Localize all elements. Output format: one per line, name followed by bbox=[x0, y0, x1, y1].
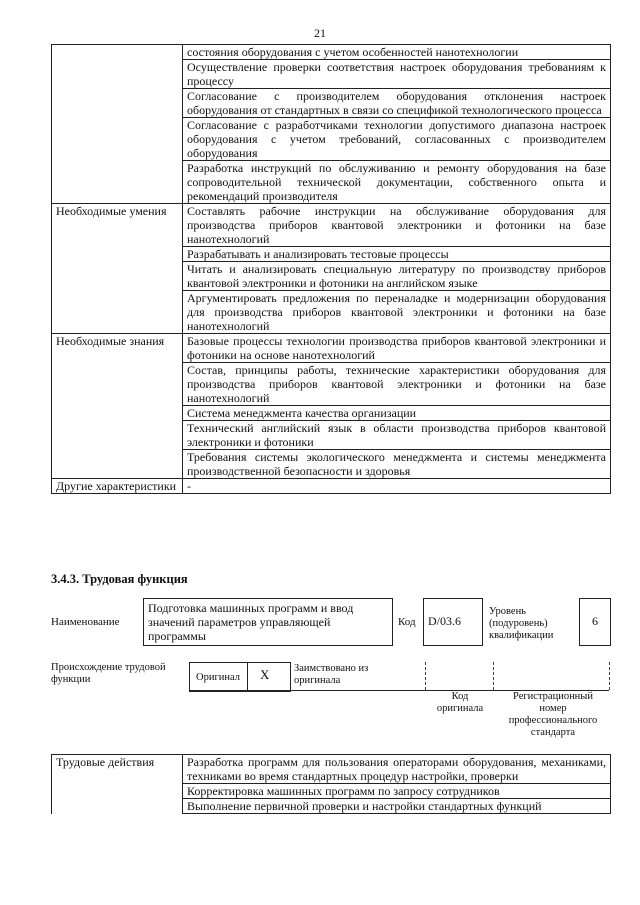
group-label: Необходимые умения bbox=[52, 204, 183, 247]
section-title: 3.4.3. Трудовая функция bbox=[51, 572, 188, 586]
table-cell: состояния оборудования с учетом особенностей нанотехнологии bbox=[183, 45, 611, 60]
group-label-cont bbox=[52, 161, 183, 204]
table-row bbox=[52, 755, 611, 784]
level-value: 6 bbox=[592, 614, 598, 628]
table-row bbox=[52, 45, 611, 60]
actions-label-cont bbox=[52, 799, 183, 814]
table-row bbox=[52, 161, 611, 204]
table-cell: Аргументировать предложения по переналадке и модернизации оборудования для производства приборов квантовой электроники и фотоники на базе нанотехнологий bbox=[183, 291, 611, 334]
table-row bbox=[52, 262, 611, 291]
name-label: Наименование bbox=[51, 616, 120, 628]
table-cell: Читать и анализировать специальную литературу по производству приборов квантовой электроники и фотоники на английском языке bbox=[183, 262, 611, 291]
reg-caption: Регистрационный номер профессионального стандарта bbox=[508, 691, 598, 738]
table-row bbox=[52, 363, 611, 406]
group-label-cont bbox=[52, 247, 183, 262]
level-value-box bbox=[579, 598, 611, 646]
table-row bbox=[52, 204, 611, 247]
table-row bbox=[52, 421, 611, 450]
table-cell: Корректировка машинных программ по запросу сотрудников bbox=[183, 784, 611, 799]
table-row bbox=[52, 784, 611, 799]
table-cell: Разработка инструкций по обслуживанию и ремонту оборудования на базе сопроводительной технической документации, собственного опыта и рекомендаций производителя bbox=[183, 161, 611, 204]
reg-divider bbox=[493, 662, 494, 690]
table-cell: Выполнение первичной проверки и настройки стандартных функций bbox=[183, 799, 611, 814]
code-divider bbox=[425, 662, 426, 690]
group-label: Необходимые знания bbox=[52, 334, 183, 363]
group-label-cont bbox=[52, 363, 183, 406]
table-cell: Разработка программ для пользования операторами оборудования, механиками, техниками во время стандартных процедур настройки, проверки bbox=[183, 755, 611, 784]
borrowed-label: Заимствовано из оригинала bbox=[294, 663, 369, 686]
name-value-box bbox=[143, 598, 393, 646]
table-cell: Разрабатывать и анализировать тестовые процессы bbox=[183, 247, 611, 262]
group-label-cont bbox=[52, 421, 183, 450]
group-label-cont bbox=[52, 291, 183, 334]
table-cell: - bbox=[183, 479, 611, 494]
table-row bbox=[52, 334, 611, 363]
end-divider bbox=[609, 662, 610, 690]
requirements-table bbox=[51, 44, 611, 494]
table-cell: Состав, принципы работы, технические характеристики оборудования для производства приборов квантовой электроники и фотоники на базе нанотехнологий bbox=[183, 363, 611, 406]
group-label-cont bbox=[52, 450, 183, 479]
table-cell: Система менеджмента качества организации bbox=[183, 406, 611, 421]
original-divider bbox=[247, 662, 249, 690]
table-cell: Осуществление проверки соответствия настроек оборудования требованиям к процессу bbox=[183, 60, 611, 89]
group-label-cont bbox=[52, 118, 183, 161]
code-caption: Код оригинала bbox=[436, 691, 484, 714]
original-mark: X bbox=[260, 667, 270, 682]
group-label-cont bbox=[52, 406, 183, 421]
level-label: Уровень (подуровень) квалификации bbox=[489, 606, 554, 641]
code-label: Код bbox=[398, 616, 416, 628]
group-label bbox=[52, 45, 183, 60]
table-row bbox=[52, 450, 611, 479]
original-label: Оригинал bbox=[196, 672, 240, 683]
table-row bbox=[52, 479, 611, 494]
code-value-box bbox=[423, 598, 483, 646]
code-value: D/03.6 bbox=[428, 614, 461, 628]
group-label-cont bbox=[52, 89, 183, 118]
table-row bbox=[52, 89, 611, 118]
table-row bbox=[52, 60, 611, 89]
origin-label: Происхождение трудовой функции bbox=[51, 662, 166, 685]
table-row bbox=[52, 406, 611, 421]
table-cell: Базовые процессы технологии производства приборов квантовой электроники и фотоники на основе нанотехнологий bbox=[183, 334, 611, 363]
table-cell: Технический английский язык в области производства приборов квантовой электроники и фотоники bbox=[183, 421, 611, 450]
labor-actions-table bbox=[51, 754, 611, 814]
table-cell: Составлять рабочие инструкции на обслуживание оборудования для производства приборов квантовой электроники и фотоники на базе нанотехнологий bbox=[183, 204, 611, 247]
name-value: Подготовка машинных программ и ввод значений параметров управляющей программы bbox=[148, 601, 354, 643]
table-row bbox=[52, 291, 611, 334]
actions-label: Трудовые действия bbox=[52, 755, 183, 784]
table-row bbox=[52, 247, 611, 262]
group-label-cont bbox=[52, 60, 183, 89]
page-number: 21 bbox=[314, 26, 326, 40]
actions-label-cont bbox=[52, 784, 183, 799]
table-cell: Согласование с разработчиками технологии допустимого диапазона настроек оборудования с учетом требований, согласованных с производителем оборудования bbox=[183, 118, 611, 161]
group-label: Другие характеристики bbox=[52, 479, 183, 494]
table-row bbox=[52, 118, 611, 161]
table-row bbox=[52, 799, 611, 814]
group-label-cont bbox=[52, 262, 183, 291]
table-cell: Требования системы экологического менеджмента и системы менеджмента производственной безопасности и здоровья bbox=[183, 450, 611, 479]
table-cell: Согласование с производителем оборудования отклонения настроек оборудования от стандартных в связи со спецификой технологического процесса bbox=[183, 89, 611, 118]
